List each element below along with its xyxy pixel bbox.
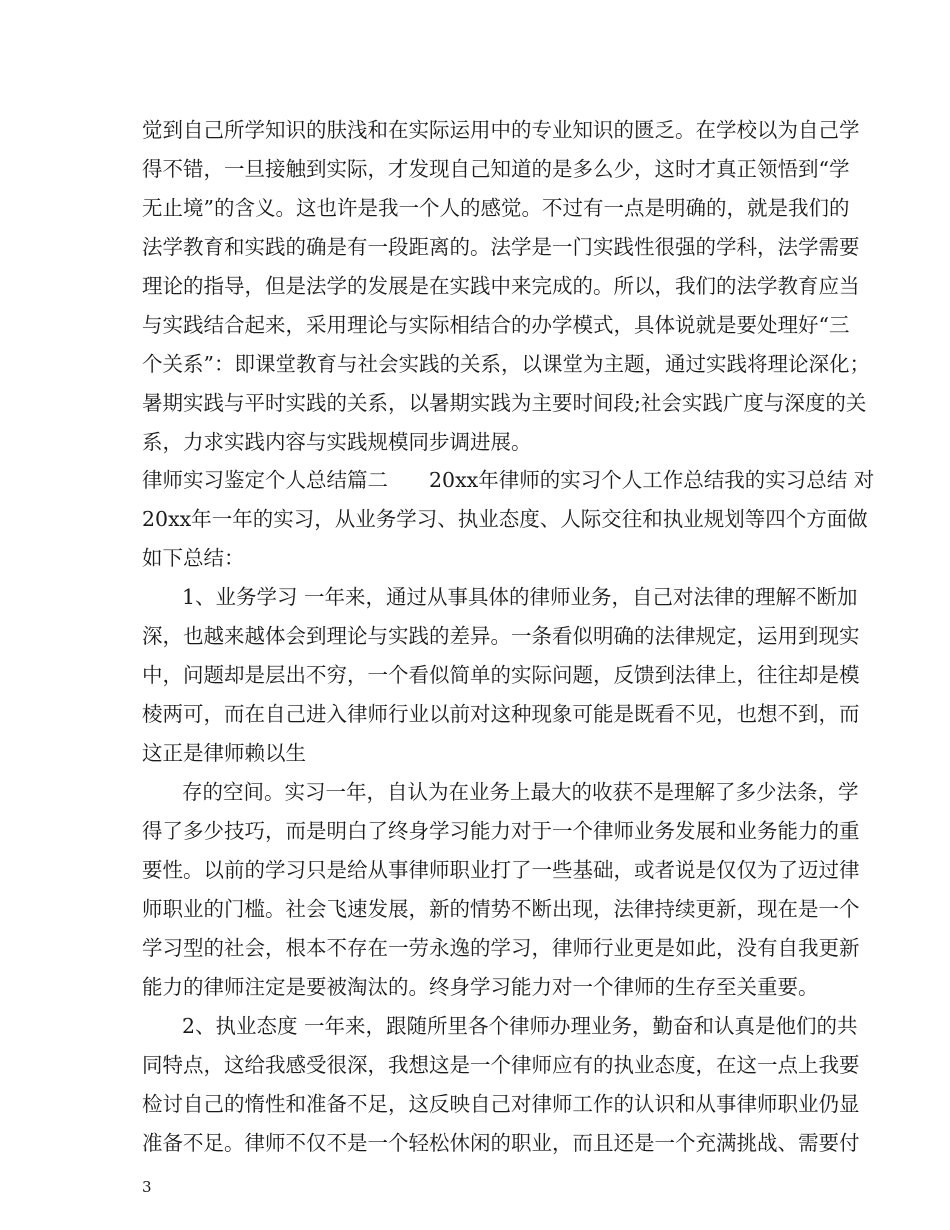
text-line: 同特点，这给我感受很深，我想这是一个律师应有的执业态度，在这一点上我要 xyxy=(142,1053,860,1077)
text-line: 准备不足。律师不仅不是一个轻松休闲的职业，而且还是一个充满挑战、需要付 xyxy=(142,1131,860,1155)
text-line: 1、业务学习 一年来，通过从事具体的律师业务，自己对法律的理解不断加 xyxy=(182,585,858,609)
section-heading-line: 律师实习鉴定个人总结篇二 20xx年律师的实习个人工作总结我的实习总结 对 xyxy=(142,468,875,492)
text-line: 能力的律师注定是要被淘汰的。终身学习能力对一个律师的生存至关重要。 xyxy=(142,975,819,999)
text-line: 得了多少技巧，而是明白了终身学习能力对于一个律师业务发展和业务能力的重 xyxy=(142,819,860,843)
text-line: 存的空间。实习一年，自认为在业务上最大的收获不是理解了多少法条，学 xyxy=(182,780,859,804)
text-line: 检讨自己的惰性和准备不足，这反映自己对律师工作的认识和从事律师职业仍显 xyxy=(142,1092,860,1116)
text-line: 学习型的社会，根本不存在一劳永逸的学习，律师行业更是如此，没有自我更新 xyxy=(142,936,860,960)
text-line: 法学教育和实践的确是有一段距离的。法学是一门实践性很强的学科，法学需要 xyxy=(142,235,860,259)
text-line: 2、执业态度 一年来，跟随所里各个律师办理业务，勤奋和认真是他们的共 xyxy=(182,1014,858,1038)
text-line: 无止境”的含义。这也许是我一个人的感觉。不过有一点是明确的，就是我们的 xyxy=(142,196,850,220)
text-line: 这正是律师赖以生 xyxy=(142,741,306,765)
text-line: 棱两可，而在自己进入律师行业以前对这种现象可能是既看不见，也想不到，而 xyxy=(142,702,860,726)
text-line: 得不错，一旦接触到实际，才发现自己知道的是多么少，这时才真正领悟到“学 xyxy=(142,157,850,181)
text-line: 觉到自己所学知识的肤浅和在实际运用中的专业知识的匮乏。在学校以为自己学 xyxy=(142,118,860,142)
text-line: 如下总结： xyxy=(142,546,245,570)
text-line: 深，也越来越体会到理论与实践的差异。一条看似明确的法律规定，运用到现实 xyxy=(142,624,860,648)
text-line: 暑期实践与平时实践的关系，以暑期实践为主要时间段;社会实践广度与深度的关 xyxy=(142,391,867,415)
text-line: 20xx年一年的实习，从业务学习、执业态度、人际交往和执业规划等四个方面做 xyxy=(142,507,868,531)
text-line: 系，力求实践内容与实践规模同步调进展。 xyxy=(142,430,532,454)
page-number: 3 xyxy=(142,1178,152,1196)
text-line: 要性。以前的学习只是给从事律师职业打了一些基础，或者说是仅仅为了迈过律 xyxy=(142,858,860,882)
text-line: 理论的指导，但是法学的发展是在实践中来完成的。所以，我们的法学教育应当 xyxy=(142,274,860,298)
text-line: 中，问题却是层出不穷，一个看似简单的实际问题，反馈到法律上，往往却是模 xyxy=(142,663,860,687)
text-line: 师职业的门槛。社会飞速发展，新的情势不断出现，法律持续更新，现在是一个 xyxy=(142,897,860,921)
text-line: 与实践结合起来，采用理论与实际相结合的办学模式，具体说就是要处理好“三 xyxy=(142,313,850,337)
text-line: 个关系”：即课堂教育与社会实践的关系，以课堂为主题，通过实践将理论深化； xyxy=(142,352,870,376)
